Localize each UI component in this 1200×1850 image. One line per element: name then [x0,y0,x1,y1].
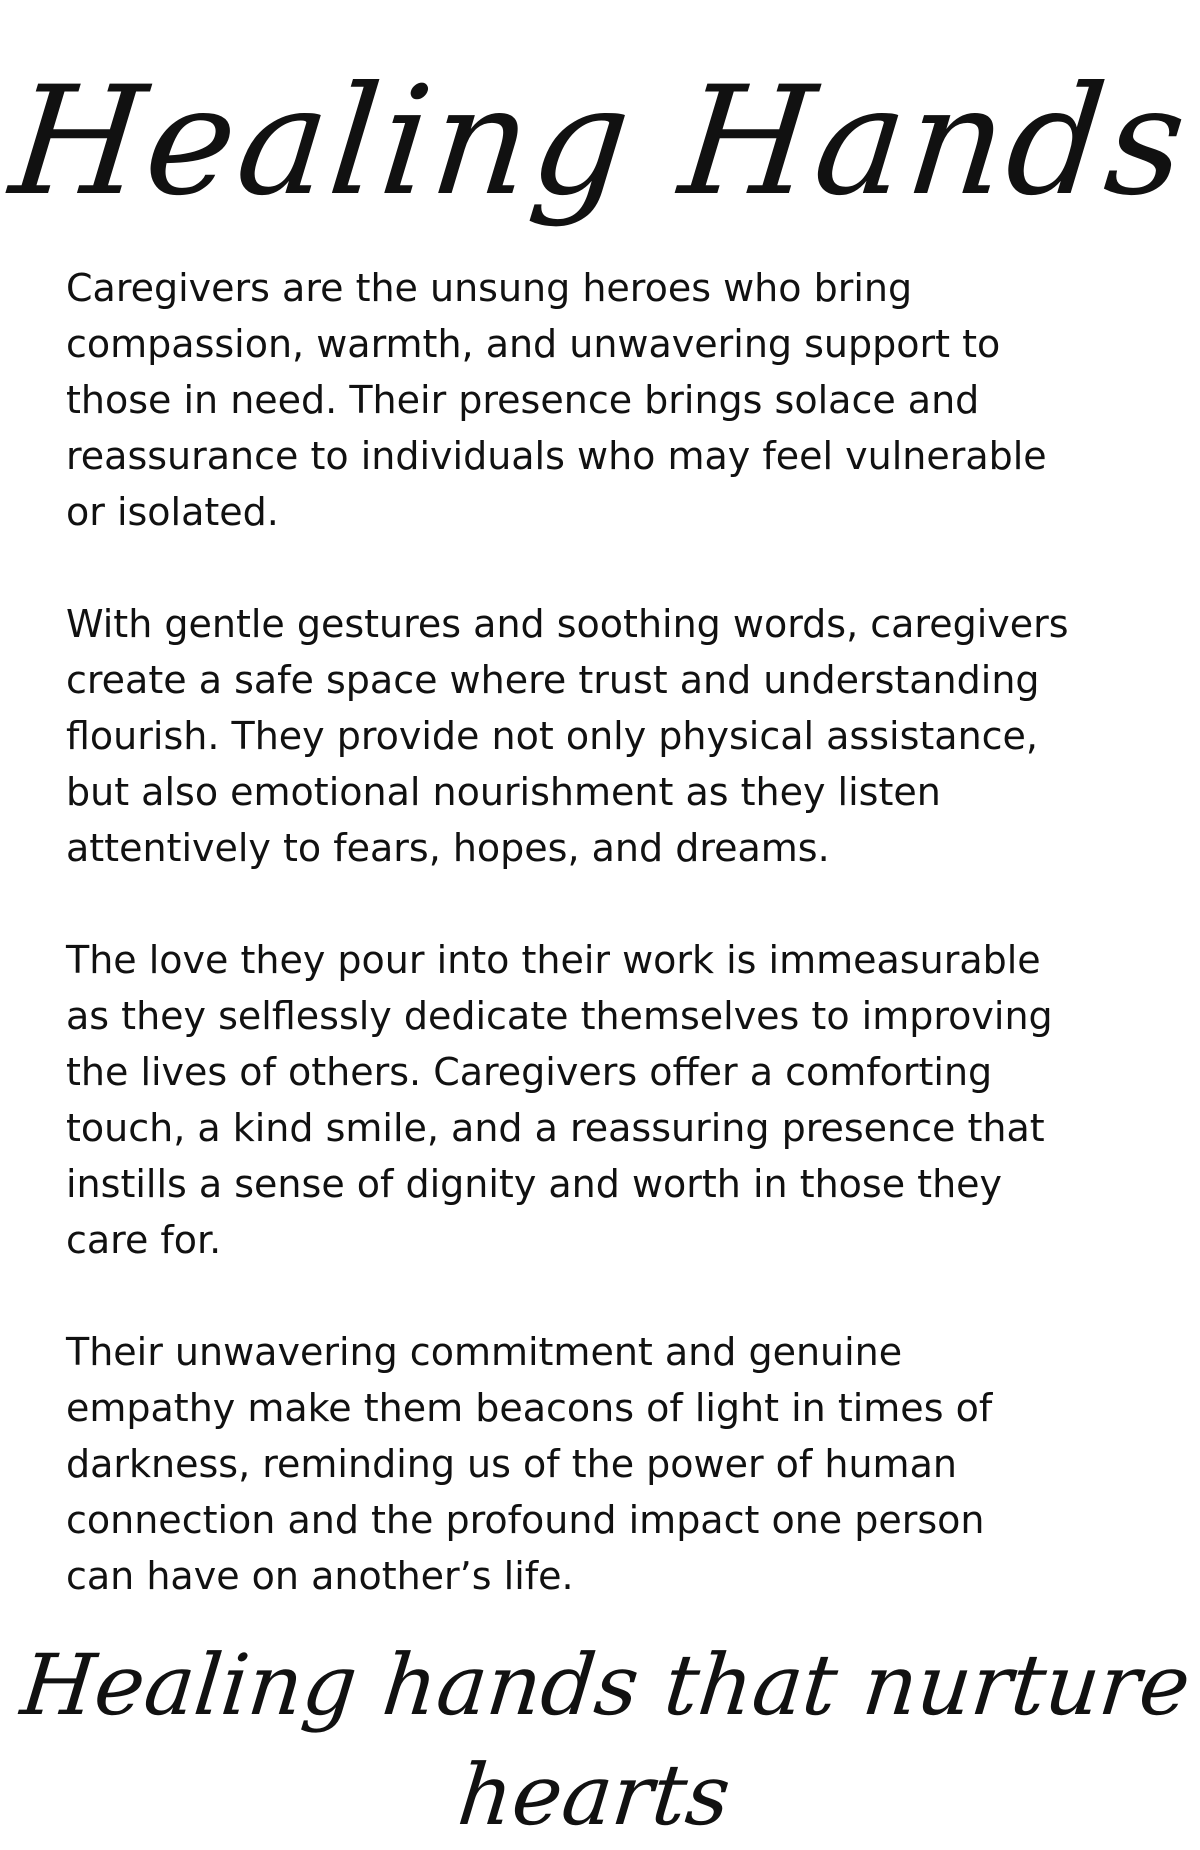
text-line: connection and the profound impact one person [66,1498,985,1542]
text-line: instills a sense of dignity and worth in those they [66,1162,1003,1206]
paragraph-4 [66,1324,1146,1604]
text-line: Caregivers are the unsung heroes who bring [66,266,913,310]
body-text [66,260,1146,1660]
text-line: empathy make them beacons of light in times of [66,1386,993,1430]
paragraph-1 [66,260,1146,540]
text-line: create a safe space where trust and understanding [66,658,1040,702]
text-line: can have on another’s life. [66,1554,574,1598]
text-line: those in need. Their presence brings solace and [66,378,980,422]
page-title: Healing Hands [3,55,1197,229]
text-line: The love they pour into their work is immeasurable [66,938,1041,982]
paragraph-2 [66,596,1146,876]
text-line: the lives of others. Caregivers offer a comforting [66,1050,993,1094]
text-line: but also emotional nourishment as they listen [66,770,941,814]
text-line: darkness, reminding us of the power of human [66,1442,957,1486]
text-line: as they selflessly dedicate themselves to improving [66,994,1053,1038]
text-line: touch, a kind smile, and a reassuring presence that [66,1106,1045,1150]
text-line: attentively to fears, hopes, and dreams. [66,826,830,870]
tagline: Healing hands that nurture hearts [16,1636,1195,1844]
text-line: care for. [66,1218,222,1262]
text-line: reassurance to individuals who may feel vulnerable [66,434,1047,478]
paragraph-3 [66,932,1146,1268]
text-line: or isolated. [66,490,279,534]
text-line: Their unwavering commitment and genuine [66,1330,903,1374]
text-line: compassion, warmth, and unwavering support to [66,322,1001,366]
text-line: flourish. They provide not only physical assistance, [66,714,1039,758]
text-line: With gentle gestures and soothing words, caregivers [66,602,1069,646]
